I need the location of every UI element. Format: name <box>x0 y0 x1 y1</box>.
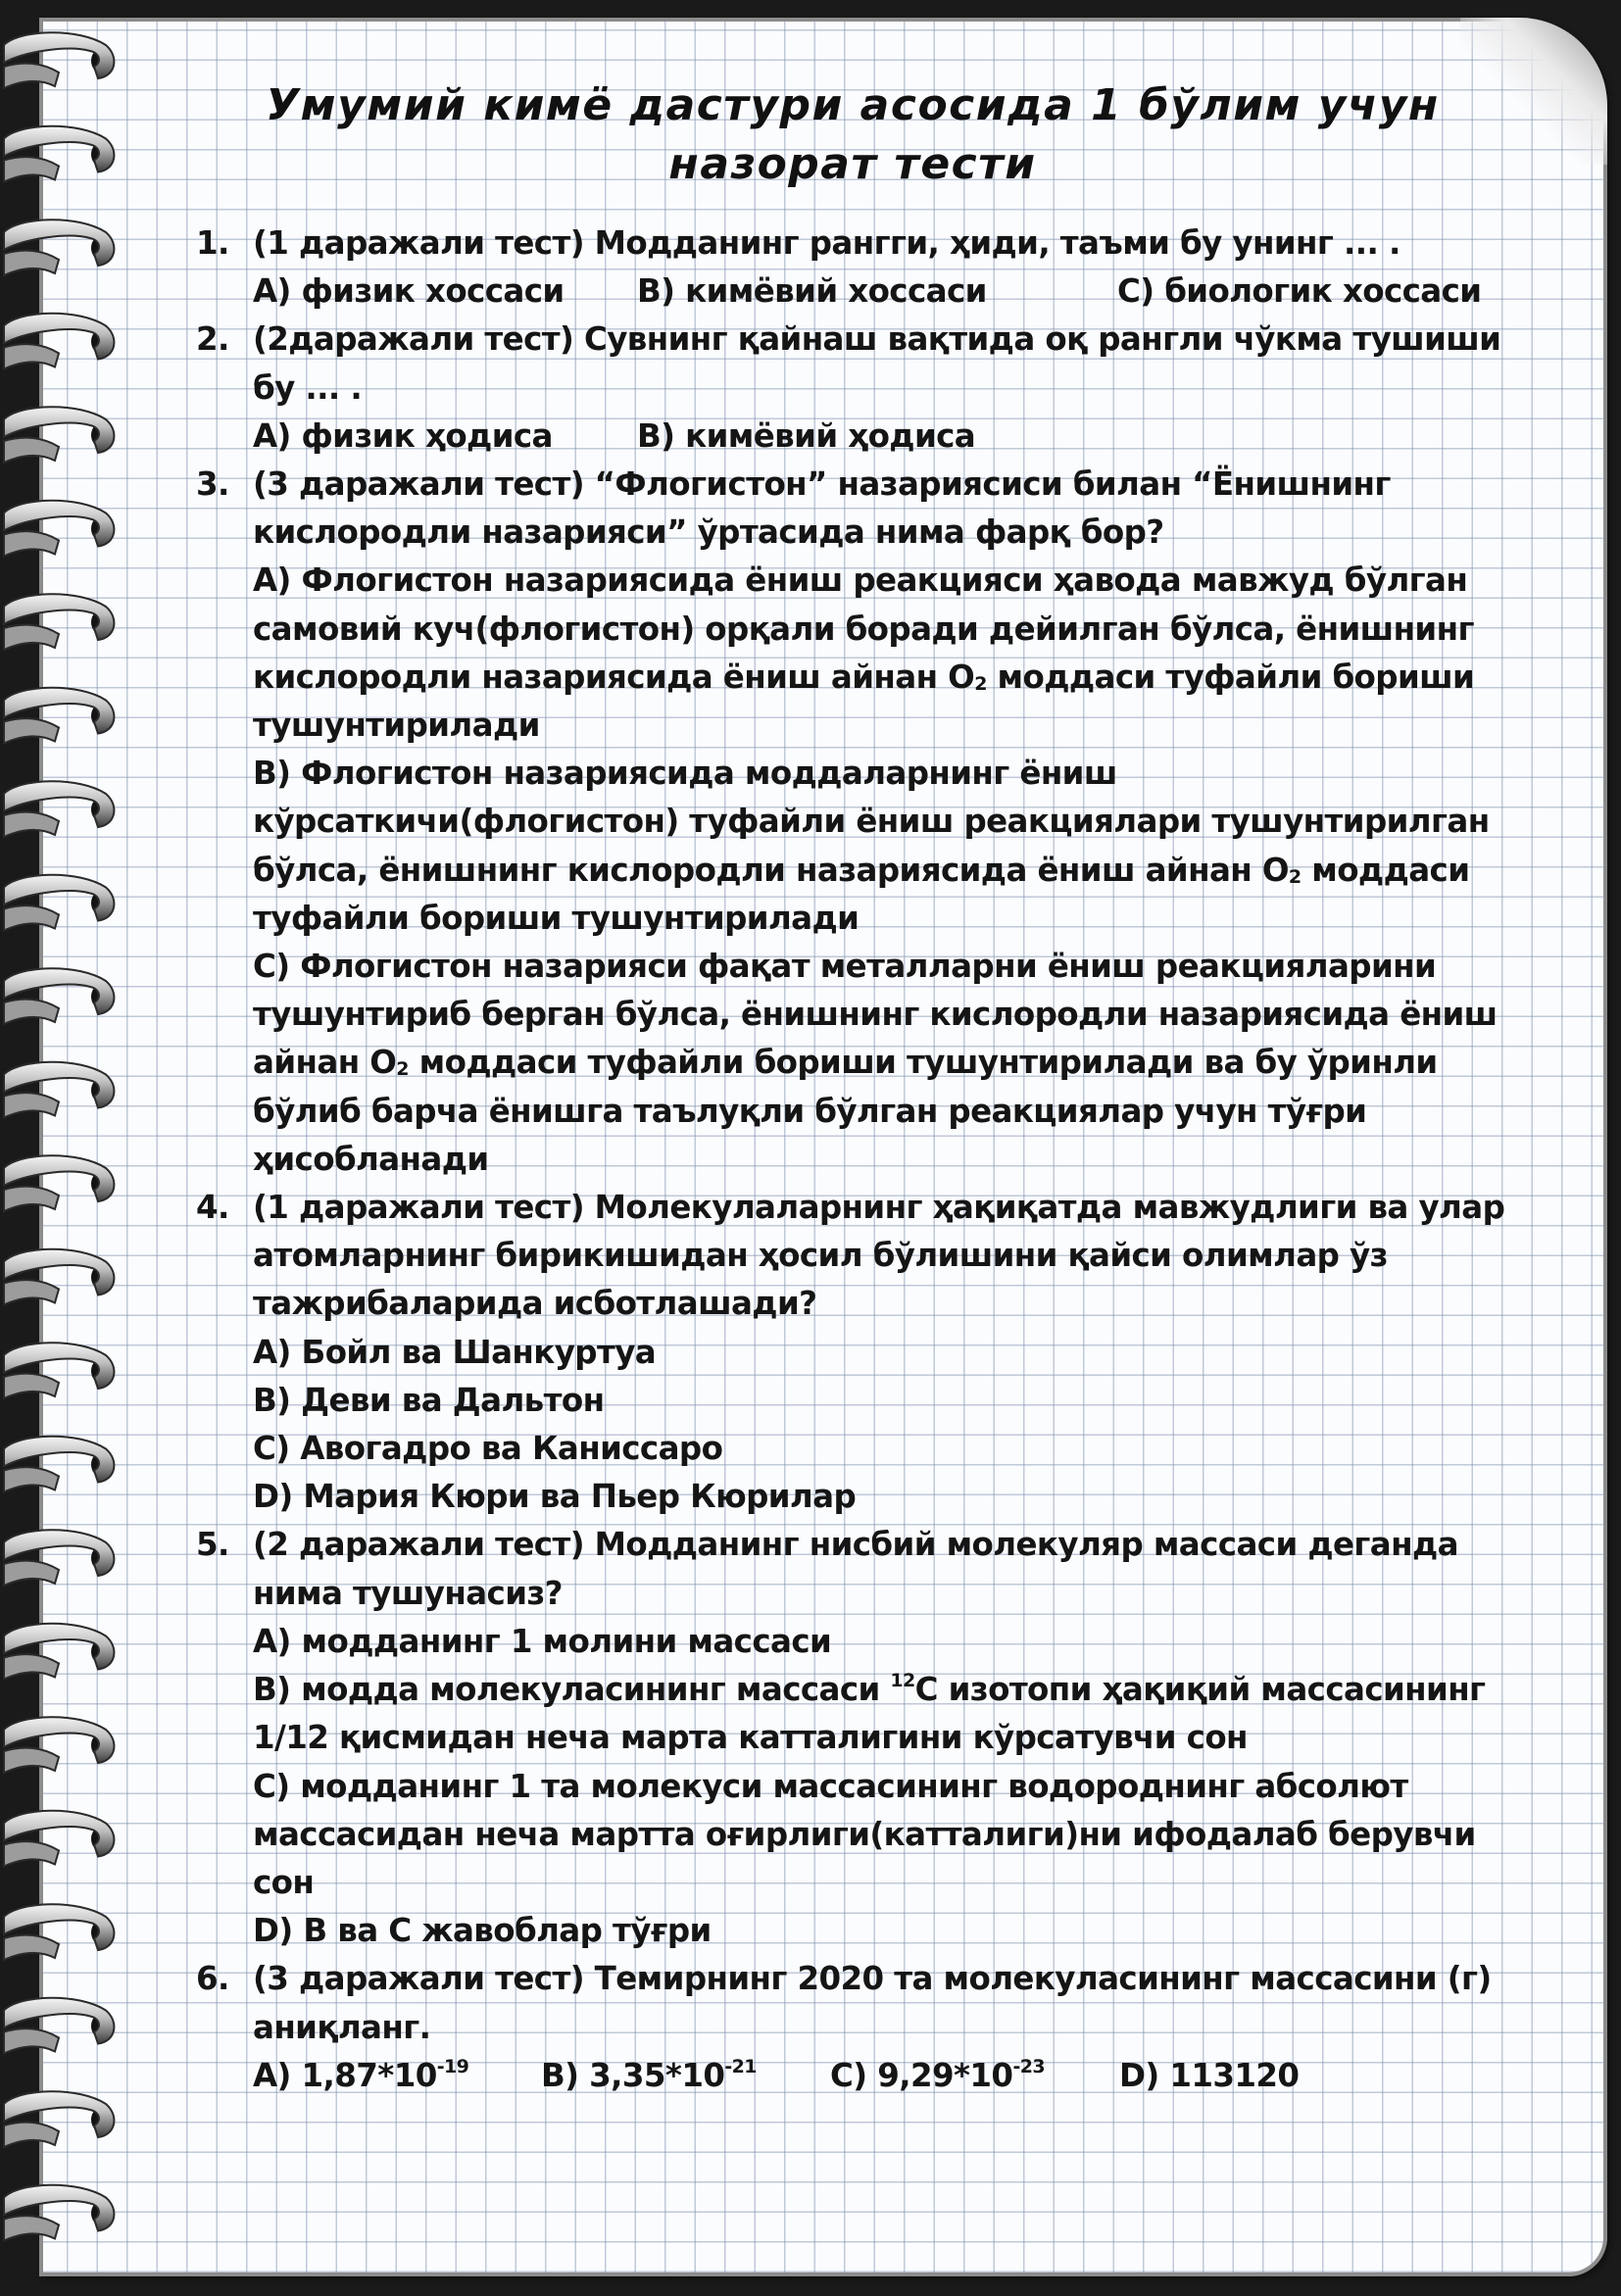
question-text-cont: аниқланг. <box>253 2008 431 2046</box>
title-line-1: Умумий кимё дастури асосида 1 бўлим учун <box>266 80 1440 130</box>
question-text-cont: атомларнинг бирикишидан ҳосил бўлишини қайси олимлар ўз <box>253 1237 1388 1275</box>
binding-ring <box>4 2185 114 2241</box>
option-b[interactable]: B) Деви ва Дальтон <box>253 1381 605 1419</box>
answer-options <box>253 2052 1558 2100</box>
spiral-binding <box>0 0 137 2292</box>
option-d[interactable] <box>1119 2052 1299 2100</box>
binding-ring <box>4 1624 114 1680</box>
question-number: 5. <box>196 1526 229 1564</box>
option-a-text: кислородли назариясида ёниш айнан O <box>253 658 975 696</box>
option-a[interactable]: A) физик хоссаси <box>253 272 565 311</box>
binding-ring <box>4 1437 114 1492</box>
option-a[interactable]: A) модданинг 1 молини массаси <box>253 1622 832 1660</box>
question-6 <box>196 1955 1558 2100</box>
option-a-line: самовий куч(флогистон) орқали боради дейилган бўлса, ёнишнинг <box>253 610 1474 648</box>
option-c-line: C) Флогистон назарияси фақат металларни ёниш реакцияларини <box>253 948 1437 986</box>
option-c-line: C) модданинг 1 та молекуси массасининг водороднинг абсолют <box>253 1767 1408 1805</box>
question-text-cont: нима тушунасиз? <box>253 1574 563 1612</box>
binding-ring <box>4 314 114 369</box>
exponent: -21 <box>724 2055 757 2077</box>
answer-options <box>253 268 1558 316</box>
option-a[interactable]: A) Бойл ва Шанкуртуа <box>253 1333 657 1371</box>
question-5 <box>196 1521 1558 1955</box>
option-a[interactable]: A) физик ҳодиса <box>253 416 553 455</box>
option-c-line: сон <box>253 1863 315 1901</box>
question-number: 2. <box>196 320 229 359</box>
binding-ring <box>4 1155 114 1211</box>
question-number: 6. <box>196 1960 229 1998</box>
binding-ring <box>4 1717 114 1773</box>
question-text: (2 даражали тест) Модданинг нисбий молекуляр массаси деганда <box>253 1526 1458 1564</box>
binding-ring <box>4 688 114 744</box>
option-b[interactable] <box>253 750 1558 943</box>
option-d-text: D) 113120 <box>1119 2056 1300 2094</box>
question-text-cont: тажрибаларида исботлашади? <box>253 1285 817 1323</box>
test-questions <box>196 220 1558 2100</box>
question-number: 3. <box>196 465 229 504</box>
question-number: 1. <box>196 224 229 262</box>
option-b[interactable]: B) кимёвий хоссаси <box>637 272 987 311</box>
binding-ring <box>4 781 114 837</box>
option-b-text: B) модда молекуласининг массаси <box>253 1671 891 1709</box>
option-b[interactable] <box>253 1666 1558 1762</box>
subscript: 2 <box>974 672 987 695</box>
binding-ring <box>4 875 114 931</box>
option-b-text: B) 3,35*10 <box>541 2056 725 2094</box>
exponent: -19 <box>436 2055 469 2077</box>
option-a[interactable] <box>253 2052 541 2100</box>
option-c-line: тушунтириб берган бўлса, ёнишнинг кислородли назариясида ёниш <box>253 996 1498 1034</box>
option-c[interactable]: C) биологик хоссаси <box>1117 272 1482 311</box>
option-d[interactable]: D) Мария Кюри ва Пьер Кюрилар <box>253 1478 857 1516</box>
question-text: (2даражали тест) Сувнинг қайнаш вақтида оқ рангли чўкма тушиши <box>253 320 1501 359</box>
option-b-text: бўлса, ёнишнинг кислородли назариясида ёниш айнан O <box>253 851 1289 889</box>
question-text-cont: кислородли назарияси” ўртасида нима фарқ бор? <box>253 513 1164 552</box>
option-c-text: C) 9,29*10 <box>830 2056 1013 2094</box>
option-a[interactable] <box>253 557 1558 750</box>
option-a-line: тушунтирилади <box>253 707 540 745</box>
page-title <box>196 76 1509 194</box>
exponent: -23 <box>1012 2055 1045 2077</box>
option-b-text: C изотопи ҳақиқий массасининг <box>914 1671 1486 1709</box>
binding-ring <box>4 1530 114 1586</box>
option-a-line: A) Флогистон назариясида ёниш реакцияси ҳавода мавжуд бўлган <box>253 562 1468 600</box>
binding-ring <box>4 2091 114 2147</box>
answer-options <box>253 413 1558 461</box>
binding-ring <box>4 1998 114 2054</box>
question-2 <box>196 316 1558 461</box>
option-c-line <box>253 1039 1558 1087</box>
question-text: (1 даражали тест) Модданинг рангги, ҳиди, таъми бу унинг ... . <box>253 224 1400 262</box>
option-c-line: ҳисобланади <box>253 1140 489 1178</box>
question-text: (3 даражали тест) “Флогистон” назариясиси билан “Ёнишнинг <box>253 465 1391 504</box>
option-b[interactable] <box>541 2052 830 2100</box>
option-b-line: B) Флогистон назариясида моддаларнинг ёниш <box>253 755 1117 793</box>
option-c[interactable]: C) Авогадро ва Каниссаро <box>253 1430 723 1468</box>
question-text: (3 даражали тест) Темирнинг 2020 та молекуласининг массасини (г) <box>253 1960 1492 1998</box>
binding-ring <box>4 1811 114 1867</box>
binding-ring <box>4 220 114 275</box>
option-c-text: моддаси туфайли бориши тушунтирилади ва бу ўринли <box>408 1044 1438 1082</box>
option-c-text: айнан O <box>253 1044 397 1082</box>
binding-ring <box>4 1343 114 1398</box>
subscript: 2 <box>1288 865 1302 888</box>
binding-ring <box>4 594 114 650</box>
binding-ring <box>4 968 114 1024</box>
binding-ring <box>4 501 114 557</box>
title-line-2: назорат тести <box>668 139 1037 189</box>
question-number: 4. <box>196 1189 229 1227</box>
spiral-rings-svg <box>0 0 137 2292</box>
option-a-text: A) 1,87*10 <box>253 2056 437 2094</box>
question-3 <box>196 461 1558 1184</box>
option-b-line: туфайли бориши тушунтирилади <box>253 899 860 937</box>
option-b[interactable]: B) кимёвий ҳодиса <box>637 416 976 455</box>
subscript: 2 <box>396 1058 409 1081</box>
question-1 <box>196 220 1558 316</box>
question-4 <box>196 1184 1558 1521</box>
option-b-line <box>253 1666 1558 1714</box>
binding-ring <box>4 126 114 182</box>
option-b-line: 1/12 қисмидан неча марта катталигини кўрсатувчи сон <box>253 1719 1248 1757</box>
binding-ring <box>4 32 114 88</box>
option-c-line: массасидан неча мартта оғирлиги(катталиги)ни ифодалаб берувчи <box>253 1815 1476 1853</box>
option-b-line <box>253 847 1558 895</box>
option-c[interactable] <box>253 1763 1558 1908</box>
option-c[interactable] <box>253 943 1558 1184</box>
isotope-superscript: 12 <box>890 1670 915 1692</box>
binding-ring <box>4 407 114 463</box>
option-a-text: моддаси туфайли бориши <box>986 658 1475 696</box>
option-a-line <box>253 654 1558 702</box>
question-text: (1 даражали тест) Молекулаларнинг ҳақиқатда мавжудлиги ва улар <box>253 1189 1505 1227</box>
binding-ring <box>4 1062 114 1118</box>
option-b-line: кўрсаткичи(флогистон) туфайли ёниш реакциялари тушунтирилган <box>253 803 1490 841</box>
binding-ring <box>4 1904 114 1960</box>
binding-ring <box>4 1249 114 1305</box>
option-d[interactable]: D) B ва C жавоблар тўғри <box>253 1912 712 1950</box>
option-b-text: моддаси <box>1301 851 1470 889</box>
option-c-line: бўлиб барча ёнишга таълуқли бўлган реакциялар учун тўғри <box>253 1092 1367 1130</box>
option-c[interactable] <box>830 2052 1119 2100</box>
question-text-cont: бу ... . <box>253 368 363 407</box>
